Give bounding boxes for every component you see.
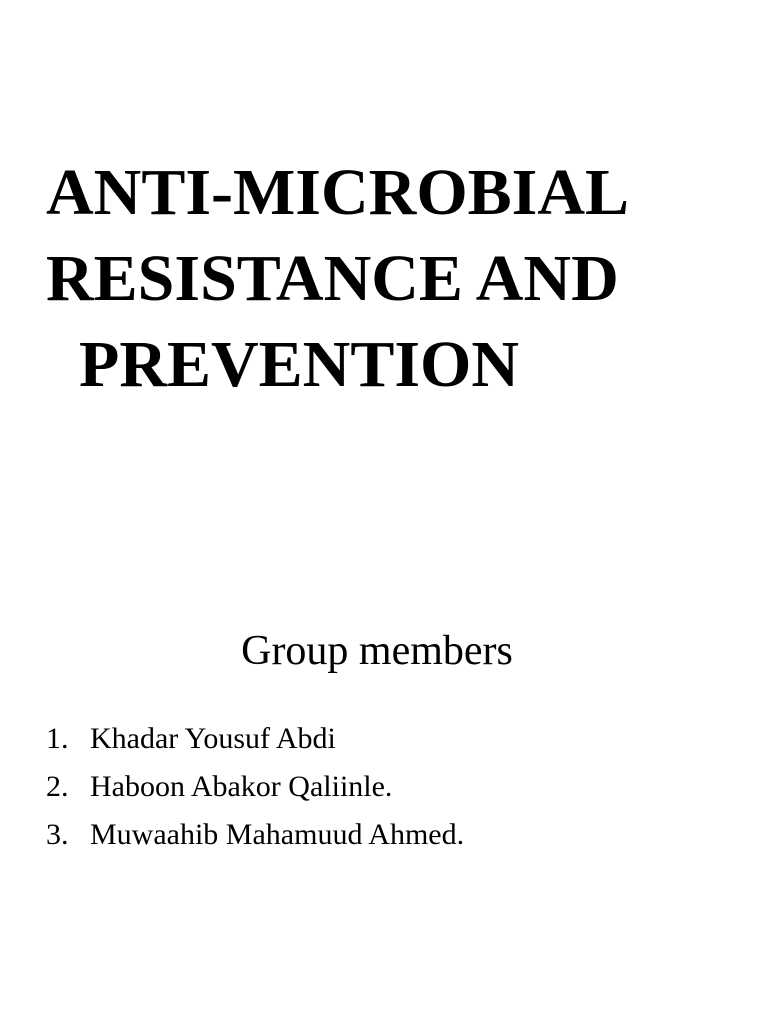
list-item (46, 715, 464, 763)
list-item-name: Khadar Yousuf Abdi (90, 722, 336, 755)
title-line-2: RESISTANCE AND (46, 242, 619, 315)
title-line-1: ANTI-MICROBIAL (46, 156, 630, 229)
list-item-name: Haboon Abakor Qaliinle. (90, 770, 393, 803)
group-members-list (46, 715, 464, 859)
slide-title (46, 150, 746, 408)
list-item (46, 811, 464, 859)
list-item (46, 763, 464, 811)
list-item-number: 3. (46, 818, 69, 851)
list-item-number: 2. (46, 770, 69, 803)
list-item-number: 1. (46, 722, 69, 755)
group-members-heading: Group members (241, 628, 513, 674)
list-item-name: Muwaahib Mahamuud Ahmed. (90, 818, 465, 851)
title-line-3: PREVENTION (79, 328, 520, 401)
